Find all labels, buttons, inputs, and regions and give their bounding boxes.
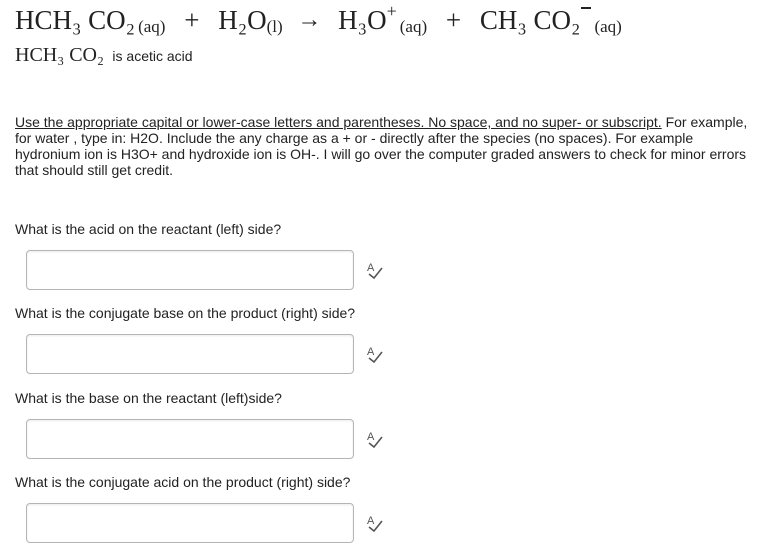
instructions-underlined: Use the appropriate capital or lower-case letters and parentheses. No space, and no super- or subscript.: [15, 114, 662, 130]
svg-text:A: A: [367, 515, 375, 527]
product-hydronium-charge: +: [386, 1, 397, 21]
question-3-label: What is the base on the reactant (left)side?: [15, 390, 282, 406]
product-acetate-charge-minus: [581, 7, 591, 9]
definition-formula: HCH₃ CO₂: [15, 44, 104, 66]
spellcheck-icon[interactable]: [366, 344, 384, 364]
product-acetate-state: (aq): [594, 17, 622, 36]
answer-4-input[interactable]: [26, 503, 354, 543]
reaction-arrow: →: [297, 7, 322, 33]
instructions-rest: For example, for water , type in: H2O. Include the any charge as a + or - directly after the species (no spaces). For example hydronium ion is H3O+ and hydroxide ion is OH-. I will go over the computer graded answers to check for minor errors that should still get credit.: [15, 114, 748, 178]
acetic-acid-definition: [15, 44, 193, 67]
question-4-label: What is the conjugate acid on the product (right) side?: [15, 474, 351, 490]
chemical-equation: [15, 0, 622, 44]
product-hydronium: H₃O: [338, 5, 387, 35]
answer-1-input[interactable]: [26, 250, 354, 290]
plus-sign-1: +: [184, 5, 200, 35]
question-2-label: What is the conjugate base on the product (right) side?: [15, 305, 356, 321]
product-acetate: CH₃ CO₂: [479, 5, 581, 35]
definition-text: is acetic acid: [112, 48, 193, 64]
svg-text:A: A: [367, 431, 375, 443]
answer-3-input[interactable]: [26, 419, 354, 459]
spellcheck-icon[interactable]: [366, 260, 384, 280]
reactant-water: H₂O: [218, 5, 267, 35]
svg-text:A: A: [367, 262, 375, 274]
question-1-label: What is the acid on the reactant (left) side?: [15, 221, 282, 237]
instructions: [15, 114, 750, 178]
reactant-acetic-acid-state: (aq): [138, 17, 166, 36]
spellcheck-icon[interactable]: [366, 429, 384, 449]
product-hydronium-state: (aq): [399, 17, 428, 36]
answer-2-input[interactable]: [26, 334, 354, 374]
reactant-acetic-acid: HCH₃ CO₂: [15, 5, 136, 35]
svg-text:A: A: [367, 346, 375, 358]
spellcheck-icon[interactable]: [366, 513, 384, 533]
plus-sign-2: +: [445, 5, 462, 35]
reactant-water-state: (l): [266, 17, 283, 36]
